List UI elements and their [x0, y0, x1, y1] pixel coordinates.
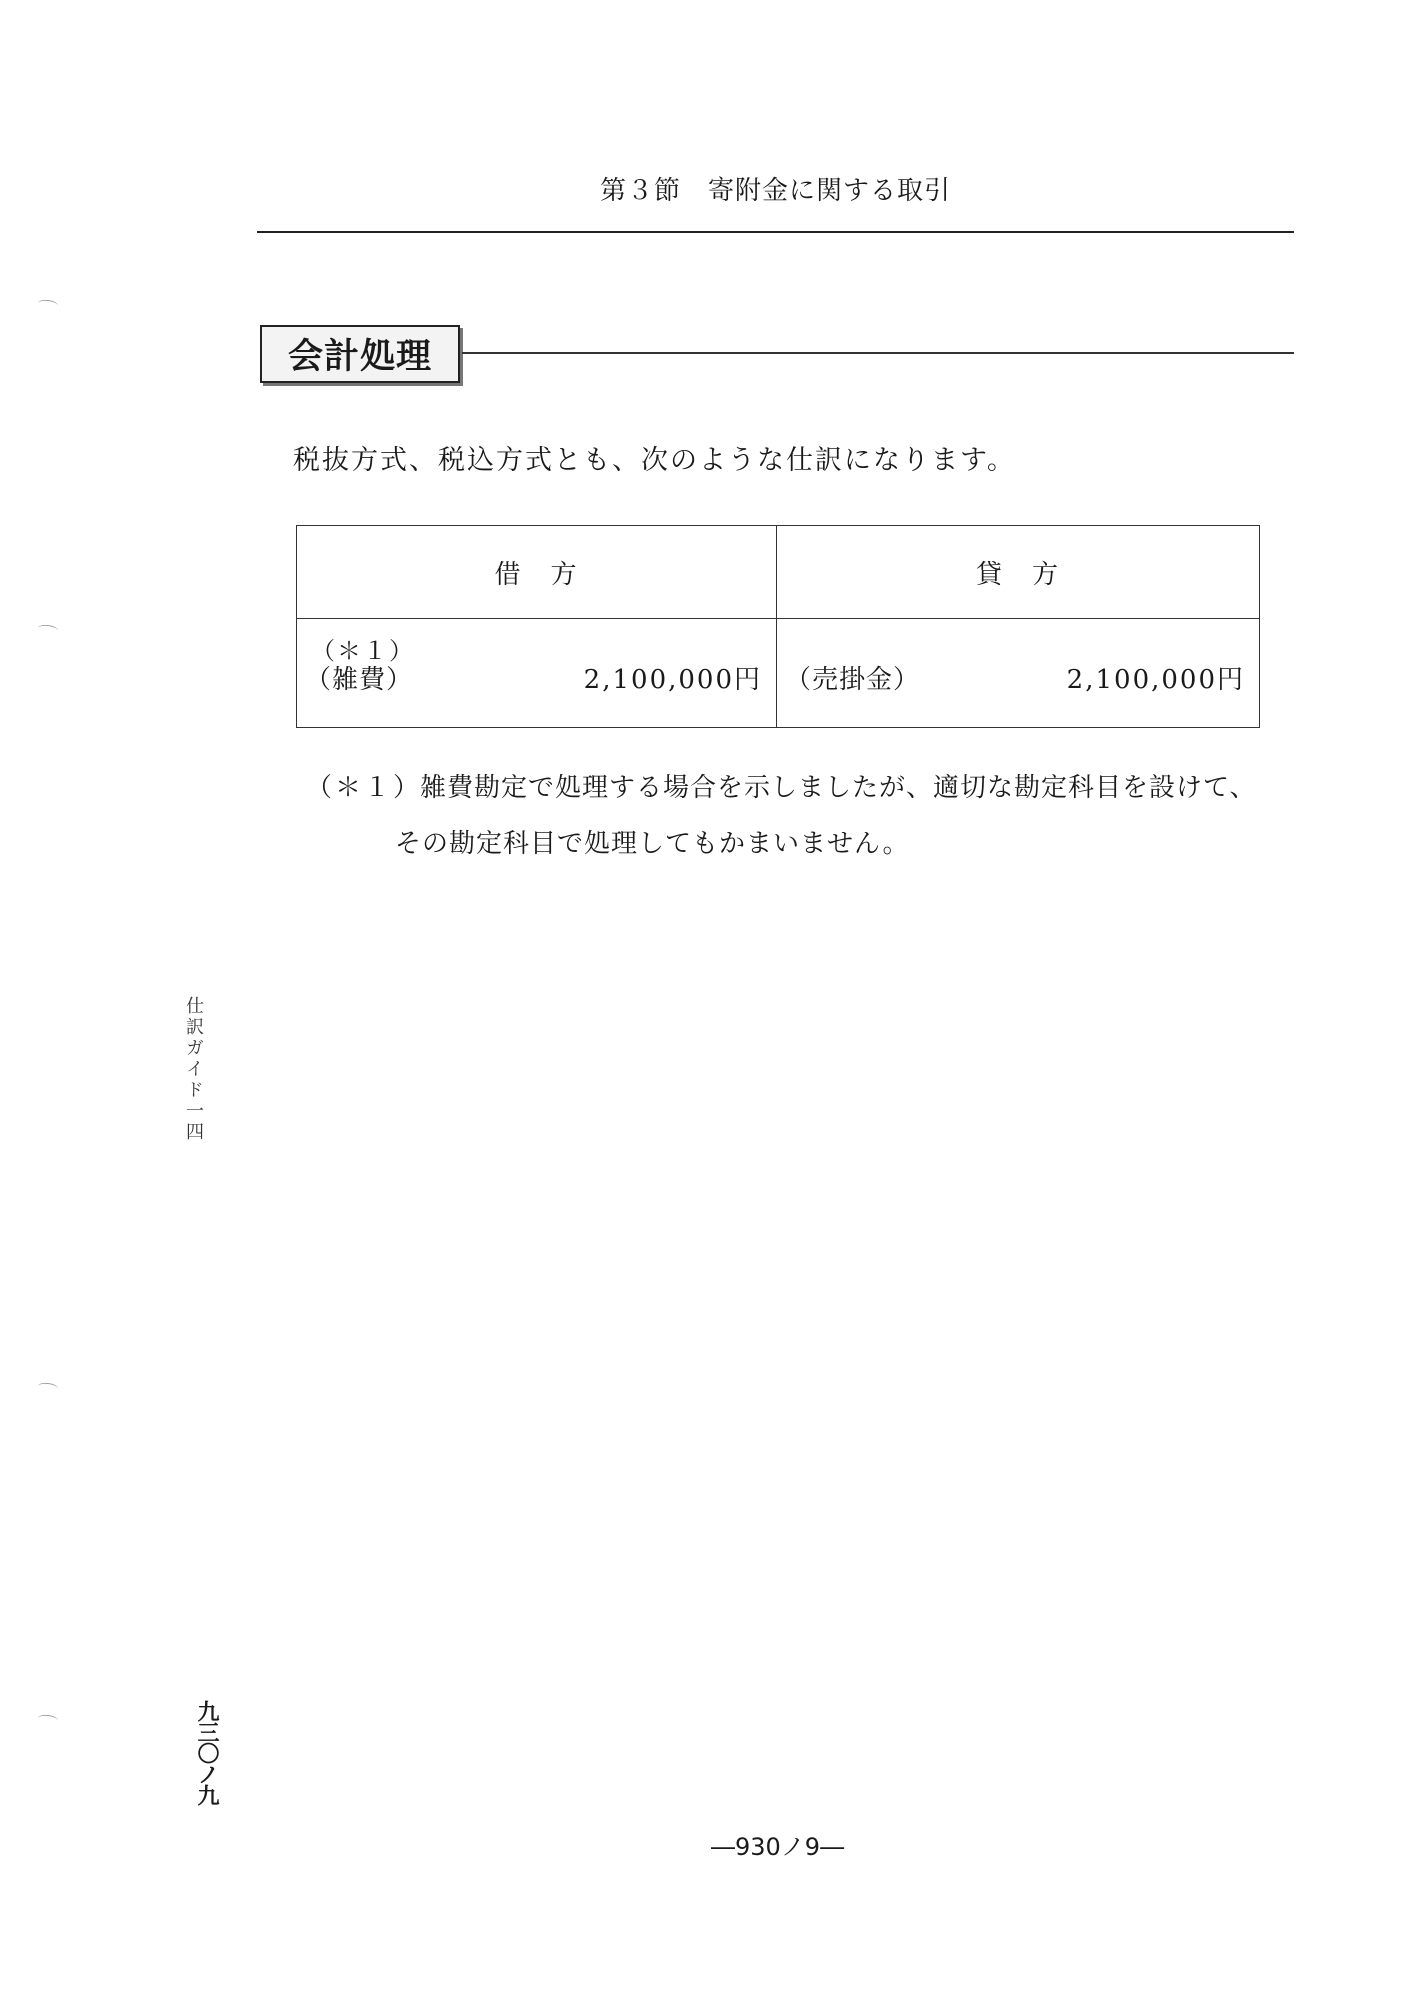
table-header-row: [297, 526, 1260, 619]
intro-paragraph: 税抜方式、税込方式とも、次のような仕訳になります。: [293, 445, 1016, 476]
page-header-title: 第３節 寄附金に関する取引: [599, 176, 951, 206]
credit-header: 貸 方: [777, 526, 1260, 619]
credit-cell: [777, 619, 1260, 728]
section-heading: 会計処理: [260, 325, 460, 383]
journal-entry-table: [296, 525, 1260, 728]
debit-header: 借 方: [297, 526, 777, 619]
margin-page-kanji: 九三〇ノ九: [194, 1700, 219, 1805]
credit-account: （売掛金）: [785, 665, 921, 695]
footnote-line-2: その勘定科目で処理してもかまいません。: [395, 829, 910, 859]
page-footer: [0, 1827, 1401, 1861]
credit-amount: 2,100,000円: [1066, 665, 1245, 695]
footnote-label: （＊１）: [306, 773, 423, 803]
debit-amount: 2,100,000円: [583, 665, 762, 695]
table-row: [297, 619, 1260, 728]
header-divider: [257, 231, 1294, 233]
binding-hole-mark: [37, 299, 58, 311]
debit-note-marker: （＊１）: [311, 637, 415, 665]
binding-hole-mark: [37, 1714, 58, 1726]
margin-guide-label: 仕訳ガイド一四: [183, 996, 204, 1143]
binding-hole-mark: [37, 624, 58, 636]
page-number: ―930ノ9―: [711, 1833, 845, 1861]
debit-account: （雑費）: [305, 665, 414, 695]
section-heading-rule: [462, 352, 1294, 354]
debit-cell: [297, 619, 777, 728]
footnote-line-1: 雑費勘定で処理する場合を示しましたが、適切な勘定科目を設けて、: [420, 773, 1257, 803]
binding-hole-mark: [37, 1382, 58, 1394]
